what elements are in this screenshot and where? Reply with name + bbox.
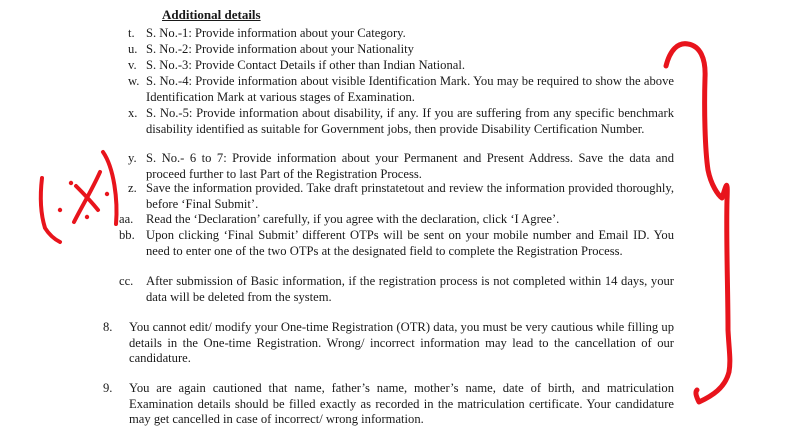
list-item <box>128 26 674 42</box>
list-marker: 9. <box>103 381 113 395</box>
list-marker: t. <box>128 26 135 40</box>
list-text: Save the information provided. Take draft prinstatetout and review the information provided thoroughly, before ‘Final Submit’. <box>146 181 674 211</box>
list-marker: cc. <box>119 274 134 288</box>
right-paren-mark <box>103 152 116 224</box>
list-item <box>128 74 674 105</box>
list-marker: x. <box>128 106 138 120</box>
list-marker: v. <box>128 58 137 72</box>
list-item <box>128 42 674 58</box>
list-text: S. No.-5: Provide information about disability, if any. If you are suffering from any specific benchmark disability identified as suitable for Government jobs, then provide Disability Certification Number. <box>146 106 674 136</box>
list-text: S. No.-1: Provide information about your Category. <box>146 26 406 40</box>
list-text: You cannot edit/ modify your One-time Registration (OTR) data, you must be very cautious while filling up details in the One-time Registration. Wrong/ incorrect information may lead to the cancellation of our candidature. <box>129 320 674 365</box>
list-marker: y. <box>128 151 137 165</box>
list-marker: aa. <box>119 212 134 226</box>
list-text: S. No.-4: Provide information about visible Identification Mark. You may be required to show the above Identification Mark at various stages of Examination. <box>146 74 674 104</box>
list-item <box>128 106 674 137</box>
dots-mark <box>58 181 109 219</box>
list-text: S. No.-2: Provide information about your Nationality <box>146 42 414 56</box>
x-mark <box>76 186 98 210</box>
list-marker: 8. <box>103 320 113 334</box>
list-marker: z. <box>128 181 137 195</box>
curly-brace-mark <box>666 44 730 402</box>
list-marker: bb. <box>119 228 135 242</box>
list-marker: w. <box>128 74 140 88</box>
list-item <box>119 228 674 259</box>
list-item <box>119 274 674 305</box>
list-item <box>128 58 674 74</box>
list-marker: u. <box>128 42 138 56</box>
numbered-item <box>103 320 674 367</box>
numbered-item <box>103 381 674 428</box>
list-text: After submission of Basic information, if the registration process is not completed within 14 days, your data will be deleted from the system. <box>146 274 674 304</box>
x-mark <box>74 172 100 222</box>
list-text: You are again cautioned that name, father’s name, mother’s name, date of birth, and matriculation Examination details should be filled exactly as recorded in the matriculation certificate. Your candidature may get cancelled in case of incorrect/ wrong information. <box>129 381 674 426</box>
list-text: Read the ‘Declaration’ carefully, if you agree with the declaration, click ‘I Agree’. <box>146 212 560 226</box>
list-item <box>128 151 674 182</box>
list-text: S. No.- 6 to 7: Provide information about your Permanent and Present Address. Save the data and proceed further to last Part of the Registration Process. <box>146 151 674 181</box>
left-paren-mark <box>41 178 60 242</box>
section-heading: Additional details <box>162 7 261 22</box>
list-text: Upon clicking ‘Final Submit’ different OTPs will be sent on your mobile number and Email ID. You need to enter one of the two OTPs at the designated field to complete the Registration Process. <box>146 228 674 258</box>
list-item <box>119 212 674 228</box>
list-item <box>128 181 674 212</box>
list-text: S. No.-3: Provide Contact Details if other than Indian National. <box>146 58 465 72</box>
